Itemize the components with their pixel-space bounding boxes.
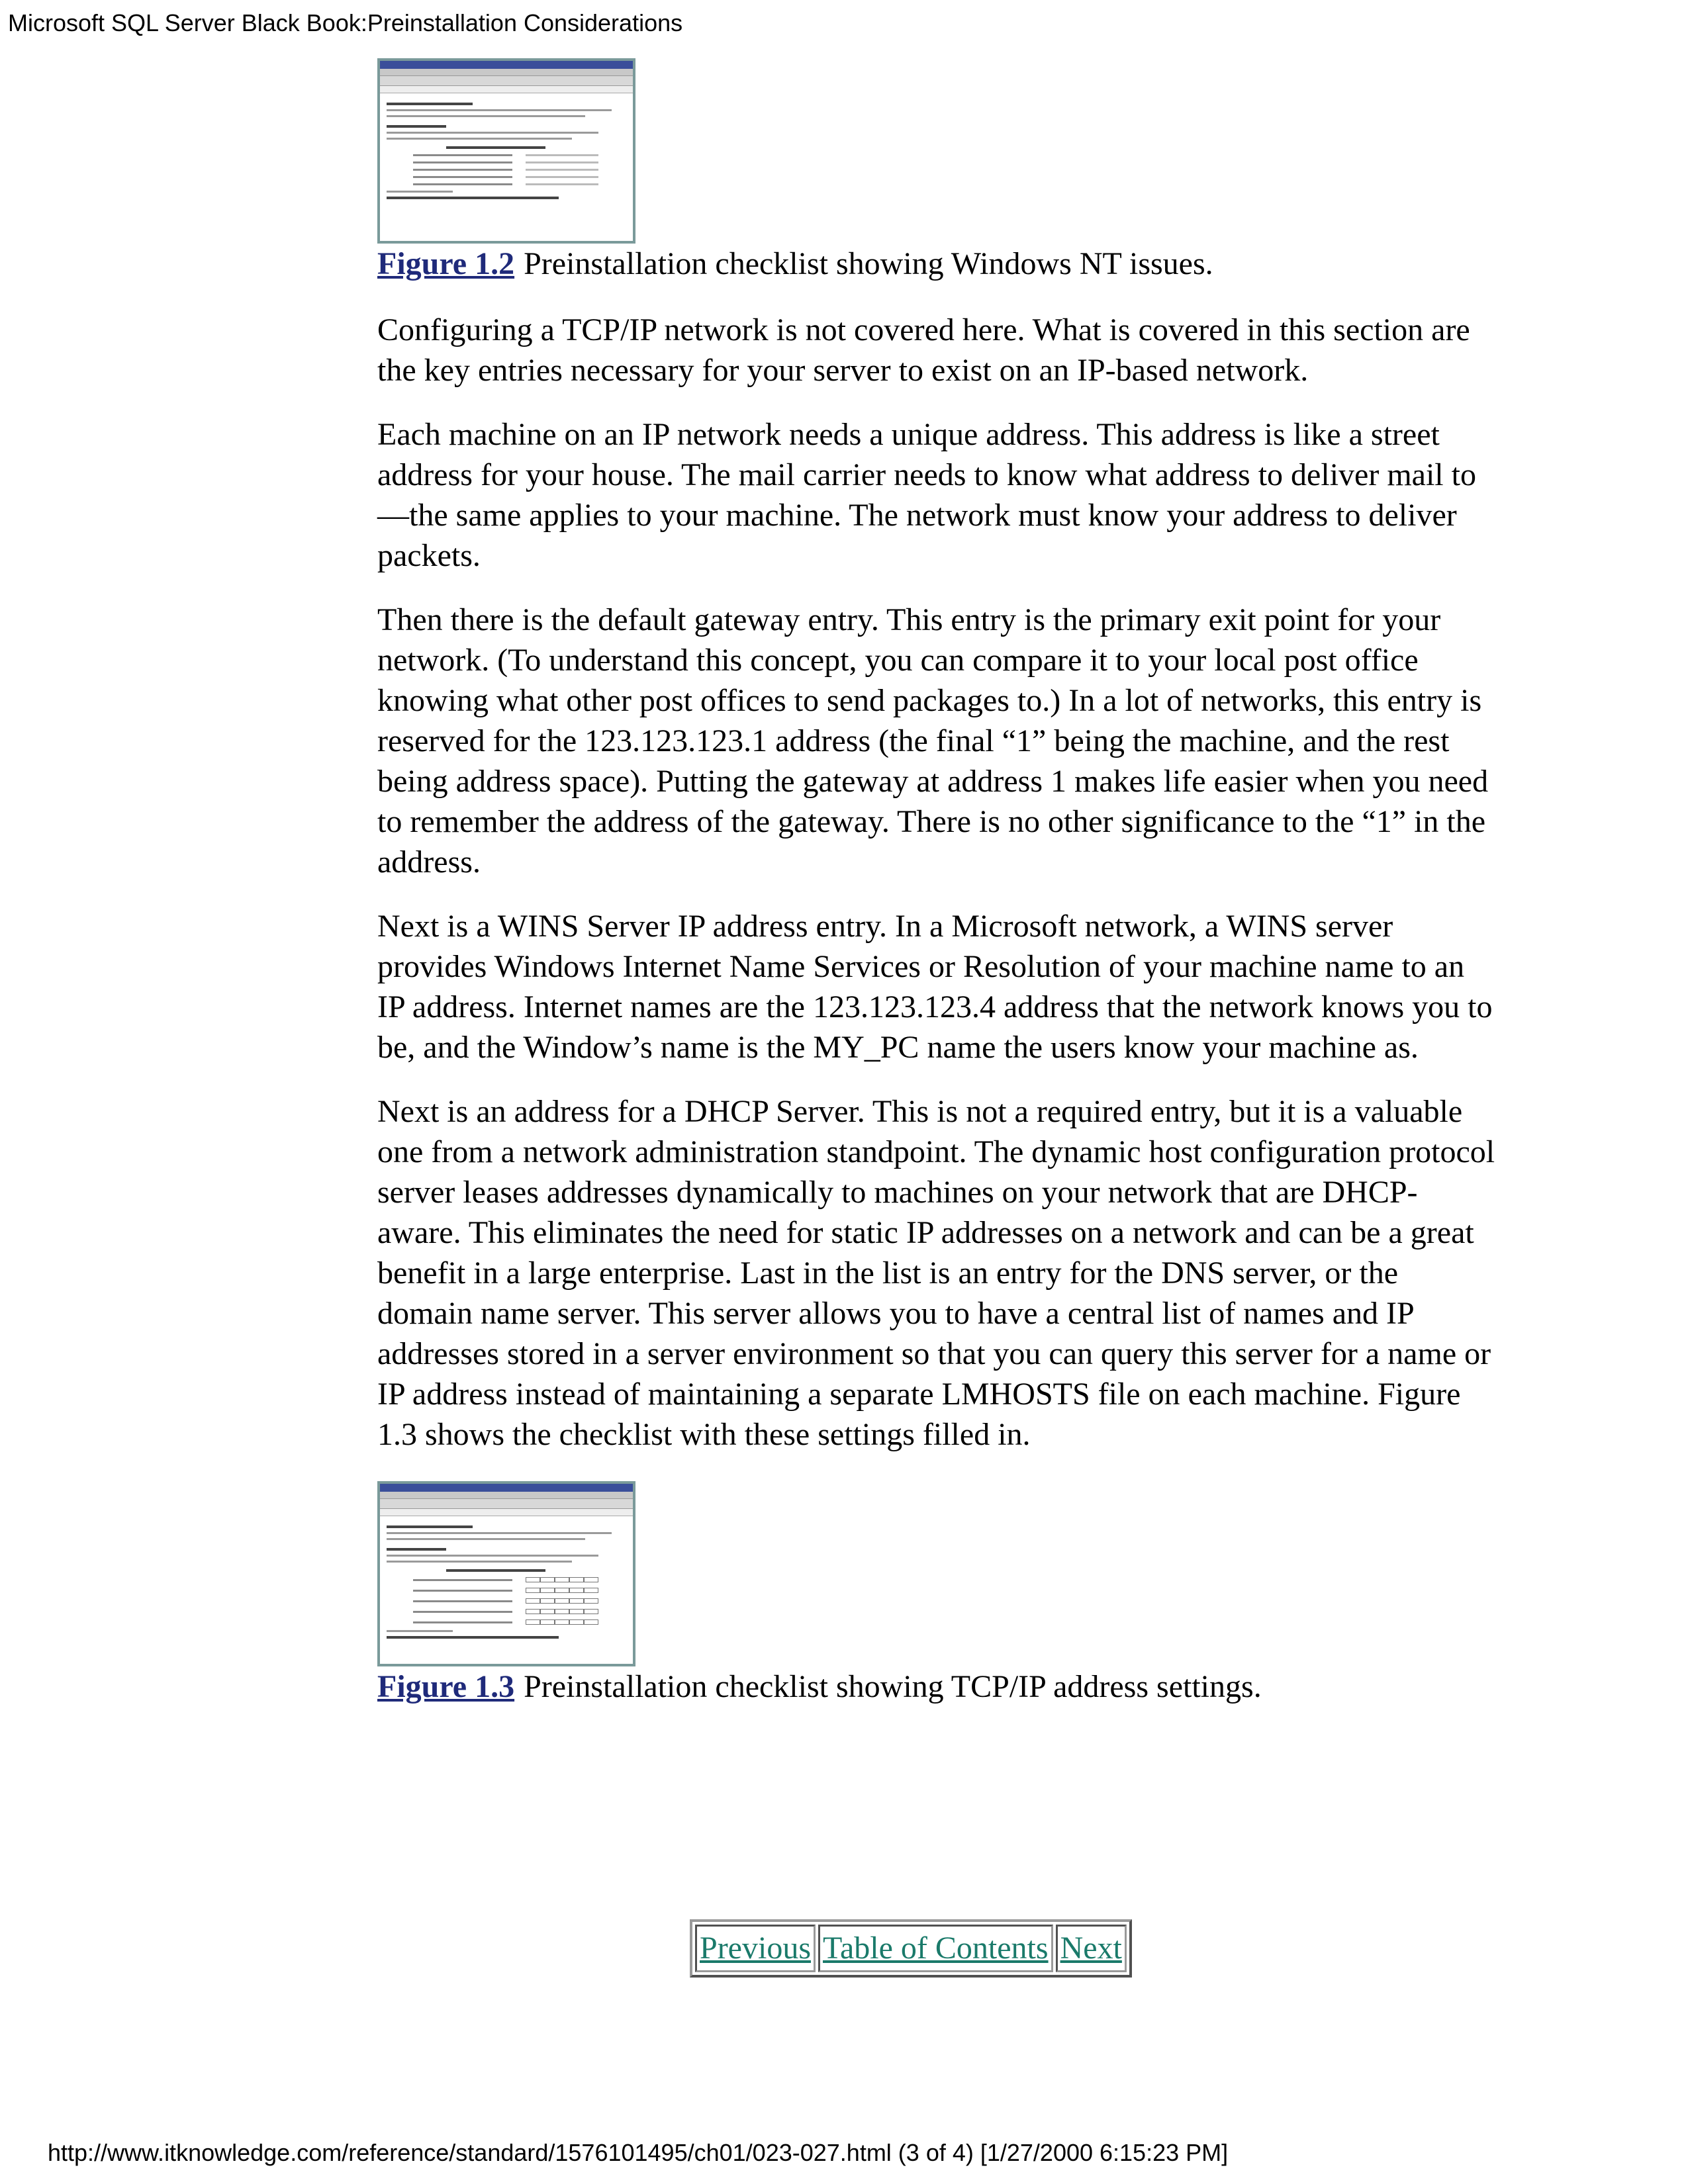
figure-1-3-link[interactable]: Figure 1.3 — [377, 1669, 515, 1704]
figure-1-2-caption-text: Preinstallation checklist showing Windows NT issues. — [524, 246, 1213, 281]
thumb-titlebar — [380, 1484, 633, 1492]
figure-1-3-caption — [377, 1666, 1496, 1710]
next-link[interactable]: Next — [1060, 1931, 1122, 1966]
page-footer-url: http://www.itknowledge.com/reference/standard/1576101495/ch01/023-027.html (3 of 4) [1/27/2000 6:15:23 PM] — [48, 2139, 1229, 2166]
table-of-contents-link[interactable]: Table of Contents — [823, 1931, 1049, 1966]
thumb-body — [380, 93, 633, 208]
figure-1-3-caption-text: Preinstallation checklist showing TCP/IP address settings. — [524, 1669, 1262, 1704]
figure-1-3-thumbnail[interactable] — [377, 1481, 635, 1666]
page-navigation — [690, 1919, 1132, 1978]
thumb-body — [380, 1516, 633, 1648]
thumb-menubar — [380, 1492, 633, 1499]
article-content — [377, 58, 1496, 1710]
thumb-menubar — [380, 69, 633, 76]
nav-next-cell — [1056, 1925, 1127, 1972]
nav-previous-cell — [695, 1925, 816, 1972]
paragraph-dhcp-dns: Next is an address for a DHCP Server. This is not a required entry, but it is a valuable one from a network administration standpoint. The dynamic host configuration protocol server leases addresses dynamically to machines on your network that are DHCP-aware. This eliminates the need for static IP addresses on a network and can be a great benefit in a large enterprise. Last in the list is an entry for the DNS server, or the domain name server. This server allows you to have a central list of names and IP addresses stored in a server environment so that you can query this server for a name or IP address instead of maintaining a separate LMHOSTS file on each machine. Figure 1.3 shows the checklist with these settings filled in. — [377, 1094, 1495, 1452]
paragraph-tcpip-intro: Configuring a TCP/IP network is not covered here. What is covered in this section are the key entries necessary for your server to exist on an IP-based network. — [377, 312, 1470, 388]
nav-toc-cell — [818, 1925, 1053, 1972]
paragraph-default-gateway: Then there is the default gateway entry. This entry is the primary exit point for your network. (To understand this concept, you can compare it to your local post office knowing what other post offices to send packages to.) In a lot of networks, this entry is reserved for the 123.123.123.1 address (the final “1” being the machine, and the rest being address space). Putting the gateway at address 1 makes life easier when you need to remember the address of the gateway. There is no other significance to the “1” in the address. — [377, 602, 1489, 880]
figure-1-2-thumbnail[interactable] — [377, 58, 635, 244]
figure-1-2-caption — [377, 244, 1496, 287]
thumb-address-bar — [380, 1509, 633, 1516]
thumb-address-bar — [380, 86, 633, 93]
previous-link[interactable]: Previous — [700, 1931, 811, 1966]
thumb-toolbar — [380, 76, 633, 86]
page-header-title: Microsoft SQL Server Black Book:Preinstallation Considerations — [8, 9, 683, 36]
figure-1-2-link[interactable]: Figure 1.2 — [377, 246, 515, 281]
thumb-toolbar — [380, 1499, 633, 1509]
paragraph-wins-server: Next is a WINS Server IP address entry. In a Microsoft network, a WINS server provides Windows Internet Name Services or Resolution of your machine name to an IP address. Internet names are the 123.123.123.4 address that the network knows you to be, and the Window’s name is the MY_PC name the users know your machine as. — [377, 909, 1493, 1065]
thumb-titlebar — [380, 61, 633, 69]
paragraph-unique-address: Each machine on an IP network needs a unique address. This address is like a street address for your house. The mail carrier needs to know what address to deliver mail to—the same applies to your machine. The network must know your address to deliver packets. — [377, 417, 1476, 573]
